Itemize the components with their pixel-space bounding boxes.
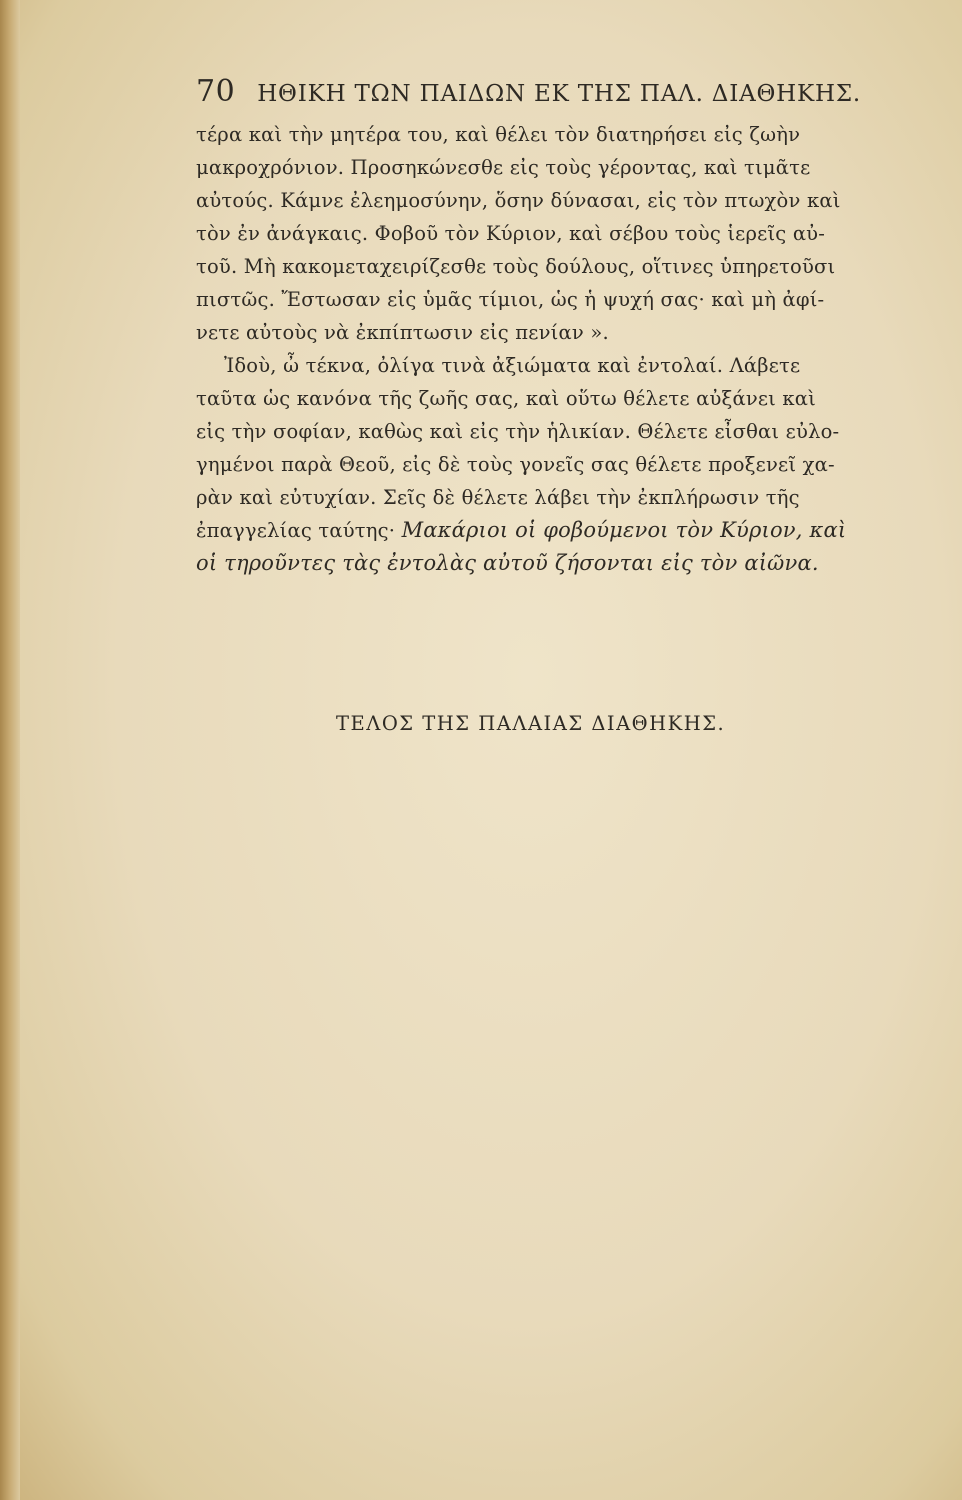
text-line: μακροχρόνιον. Προσηκώνεσθε εἰς τοὺς γέροντας, καὶ τιμᾶτε <box>196 156 811 179</box>
page-gutter <box>0 0 20 1500</box>
italic-quotation: οἱ τηροῦντες τὰς ἐντολὰς αὐτοῦ ζήσονται εἰς τὸν αἰῶνα. <box>196 551 819 575</box>
text-segment: ἐπαγγελίας ταύτης· <box>196 519 402 542</box>
text-line-quote <box>196 547 916 580</box>
text-line: τέρα καὶ τὴν μητέρα του, καὶ θέλει τὸν διατηρήσει εἰς ζωὴν <box>196 123 801 146</box>
text-line: αὐτούς. Κάμνε ἐλεημοσύνην, ὅσην δύνασαι, εἰς τὸν πτωχὸν καὶ <box>196 189 841 212</box>
colophon: ΤΕΛΟΣ ΤΗΣ ΠΑΛΑΙΑΣ ΔΙΑΘΗΚΗΣ. <box>336 712 726 735</box>
running-head <box>196 74 866 114</box>
body-text <box>196 118 916 580</box>
running-title: ΗΘΙΚΗ ΤΩΝ ΠΑΙΔΩΝ ΕΚ ΤΗΣ ΠΑΛ. ΔΙΑΘΗΚΗΣ. <box>257 81 862 107</box>
text-line: πιστῶς. Ἔστωσαν εἰς ὑμᾶς τίμιοι, ὡς ἡ ψυχή σας· καὶ μὴ ἀφί- <box>196 288 825 311</box>
text-line: ρὰν καὶ εὐτυχίαν. Σεῖς δὲ θέλετε λάβει τὴν ἐκπλήρωσιν τῆς <box>196 486 800 509</box>
text-line: νετε αὐτοὺς νὰ ἐκπίπτωσιν εἰς πενίαν ». <box>196 321 609 344</box>
page-number: 70 <box>196 74 236 109</box>
text-line: τοῦ. Μὴ κακομεταχειρίζεσθε τοὺς δούλους, οἵτινες ὑπηρετοῦσι <box>196 255 836 278</box>
text-line: τὸν ἐν ἀνάγκαις. Φοβοῦ τὸν Κύριον, καὶ σέβου τοὺς ἱερεῖς αὐ- <box>196 222 826 245</box>
text-line: ταῦτα ὡς κανόνα τῆς ζωῆς σας, καὶ οὕτω θέλετε αὐξάνει καὶ <box>196 387 817 410</box>
text-line: εἰς τὴν σοφίαν, καθὼς καὶ εἰς τὴν ἡλικίαν. Θέλετε εἶσθαι εὐλο- <box>196 420 840 443</box>
paragraph-start-line: Ἰδοὺ, ὦ τέκνα, ὀλίγα τινὰ ἀξιώματα καὶ ἐντολαί. Λάβετε <box>224 354 801 377</box>
text-line: γημένοι παρὰ Θεοῦ, εἰς δὲ τοὺς γονεῖς σας θέλετε προξενεῖ χα- <box>196 453 835 476</box>
italic-quotation: Μακάριοι οἱ φοβούμενοι τὸν Κύριον, καὶ <box>401 518 847 542</box>
text-line-with-quote <box>196 514 916 547</box>
